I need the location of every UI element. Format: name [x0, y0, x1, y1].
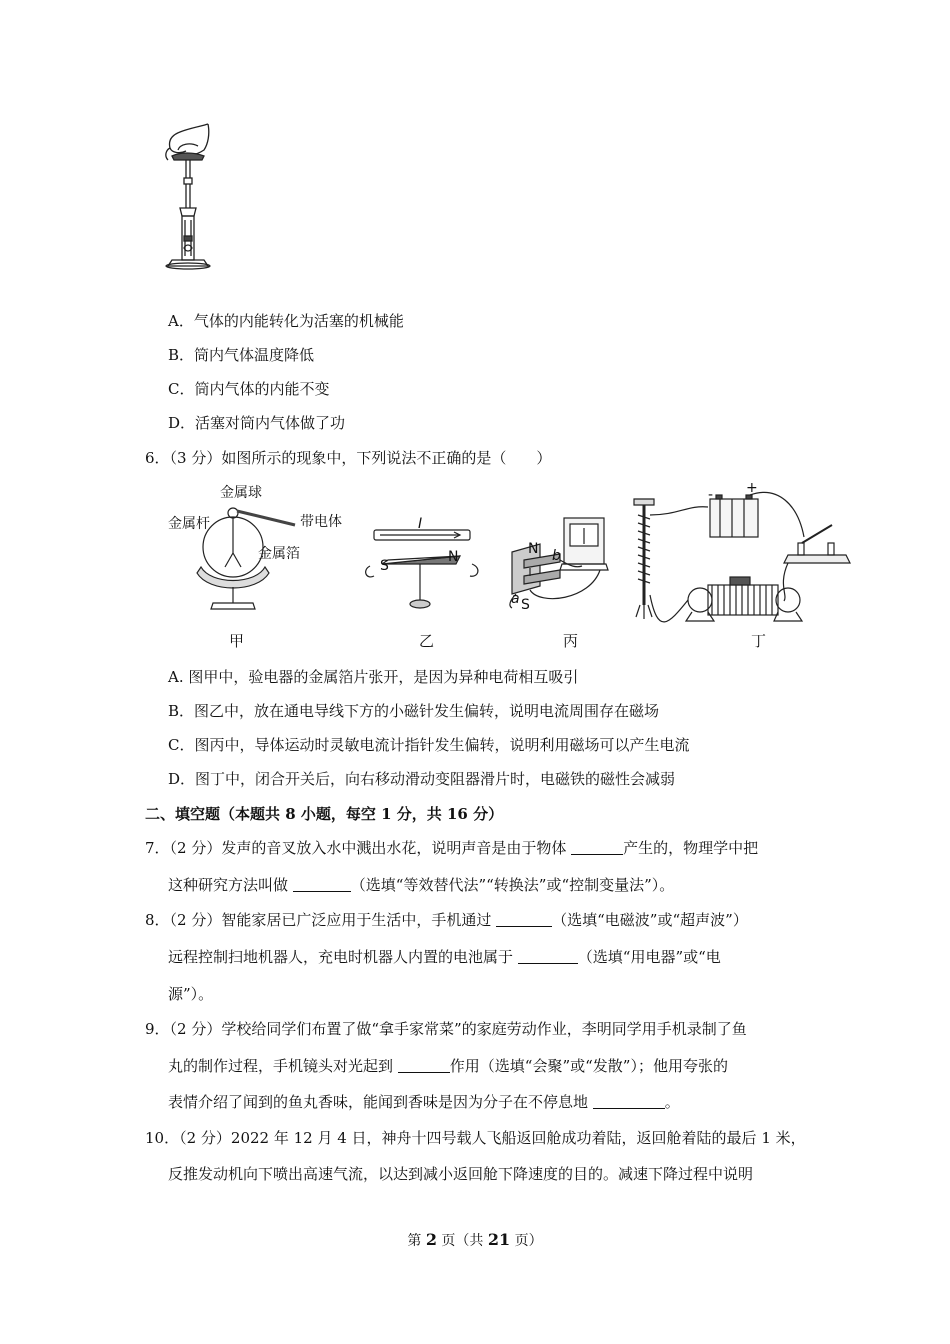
label-metal-foil: 金属箔 — [258, 546, 300, 562]
q6-option-a: A. 图甲中，验电器的金属箔片张开，是因为异种电荷相互吸引 — [168, 668, 579, 686]
caption-jia: 甲 — [229, 632, 245, 650]
footer-text: 第 — [407, 1233, 426, 1249]
q7-line-1 — [145, 837, 758, 858]
q8-line-3: 源”）。 — [168, 985, 214, 1003]
q7-line-2 — [168, 874, 674, 895]
q9-text: 作用（选填“会聚”或“发散”）；他用夸张的 — [449, 1057, 728, 1075]
section-title-fill-blank: 二、填空题（本题共 8 小题，每空 1 分，共 16 分） — [145, 805, 504, 823]
q5-option-c: C．筒内气体的内能不变 — [168, 380, 330, 398]
q7-blank-1[interactable] — [571, 840, 623, 855]
q5-option-b: B．筒内气体温度降低 — [168, 346, 315, 364]
q7-text: （选填“等效替代法”“转换法”或“控制变量法”）。 — [350, 876, 675, 894]
q9-blank-1[interactable] — [398, 1058, 450, 1073]
label-metal-ball: 金属球 — [220, 485, 262, 501]
q5-option-d: D．活塞对筒内气体做了功 — [168, 414, 346, 432]
label-conductor-a: a — [511, 591, 520, 607]
oersted-figure — [360, 520, 480, 620]
q9-blank-2[interactable] — [593, 1094, 665, 1109]
label-battery-minus: - — [708, 487, 714, 503]
q6-stem: 6．（3 分）如图所示的现象中，下列说法不正确的是（ ） — [145, 449, 552, 467]
page-number: 2 — [425, 1230, 437, 1249]
footer-text: 页（共 — [436, 1233, 488, 1249]
q8-blank-1[interactable] — [496, 912, 552, 927]
q10-line-1: 10．（2 分）2022 年 12 月 4 日，神舟十四号载人飞船返回舱成功着陆，返回舱着陆的最后 1 米， — [145, 1129, 806, 1147]
q6-option-b: B．图乙中，放在通电导线下方的小磁针发生偏转，说明电流周围存在磁场 — [168, 702, 660, 720]
caption-yi: 乙 — [419, 632, 435, 650]
caption-ding: 丁 — [751, 632, 767, 650]
q8-text: 远程控制扫地机器人，充电时机器人内置的电池属于 — [168, 948, 518, 966]
q9-line-1: 9．（2 分）学校给同学们布置了做“拿手家常菜”的家庭劳动作业，李明同学用手机录制了鱼 — [145, 1020, 747, 1038]
electromagnet-figure — [628, 485, 858, 635]
label-compass-n: N — [448, 549, 459, 565]
label-magnet-s: S — [521, 597, 530, 613]
q8-line-1 — [145, 909, 748, 930]
q6-option-d: D．图丁中，闭合开关后，向右移动滑动变阻器滑片时，电磁铁的磁性会减弱 — [168, 770, 676, 788]
label-charged-body: 带电体 — [300, 514, 342, 530]
q9-line-3 — [168, 1091, 680, 1112]
q7-text: 7．（2 分）发声的音叉放入水中溅出水花，说明声音是由于物体 — [145, 839, 572, 857]
q7-blank-2[interactable] — [293, 877, 351, 892]
q10-line-2: 反推发动机向下喷出高速气流，以达到减小返回舱下降速度的目的。减速下降过程中说明 — [168, 1165, 754, 1183]
label-magnet-n: N — [528, 541, 539, 557]
page-total: 21 — [487, 1230, 511, 1249]
q7-text: 产生的，物理学中把 — [623, 839, 759, 857]
q9-text: 。 — [664, 1093, 680, 1111]
q8-line-2 — [168, 946, 721, 967]
q9-text: 表情介绍了闻到的鱼丸香味，能闻到香味是因为分子在不停息地 — [168, 1093, 593, 1111]
q9-line-2 — [168, 1055, 728, 1076]
q8-text: （选填“电磁波”或“超声波”） — [552, 911, 748, 929]
q7-text: 这种研究方法叫做 — [168, 876, 293, 894]
q8-text: （选填“用电器”或“电 — [577, 948, 721, 966]
q9-text: 丸的制作过程，手机镜头对光起到 — [168, 1057, 398, 1075]
q8-blank-2[interactable] — [518, 949, 578, 964]
caption-bing: 丙 — [563, 632, 579, 650]
footer-text: 页） — [510, 1233, 543, 1249]
fire-syringe-figure — [150, 120, 230, 280]
q6-option-c: C．图丙中，导体运动时灵敏电流计指针发生偏转，说明利用磁场可以产生电流 — [168, 736, 690, 754]
label-metal-rod: 金属杆 — [168, 516, 210, 532]
q8-text: 8．（2 分）智能家居已广泛应用于生活中，手机通过 — [145, 911, 497, 929]
label-current-i: I — [418, 516, 423, 532]
page-footer — [0, 1230, 950, 1250]
label-compass-s: S — [380, 558, 389, 574]
label-conductor-b: b — [552, 548, 561, 564]
label-battery-plus: + — [746, 480, 758, 496]
q5-option-a: A．气体的内能转化为活塞的机械能 — [168, 312, 404, 330]
